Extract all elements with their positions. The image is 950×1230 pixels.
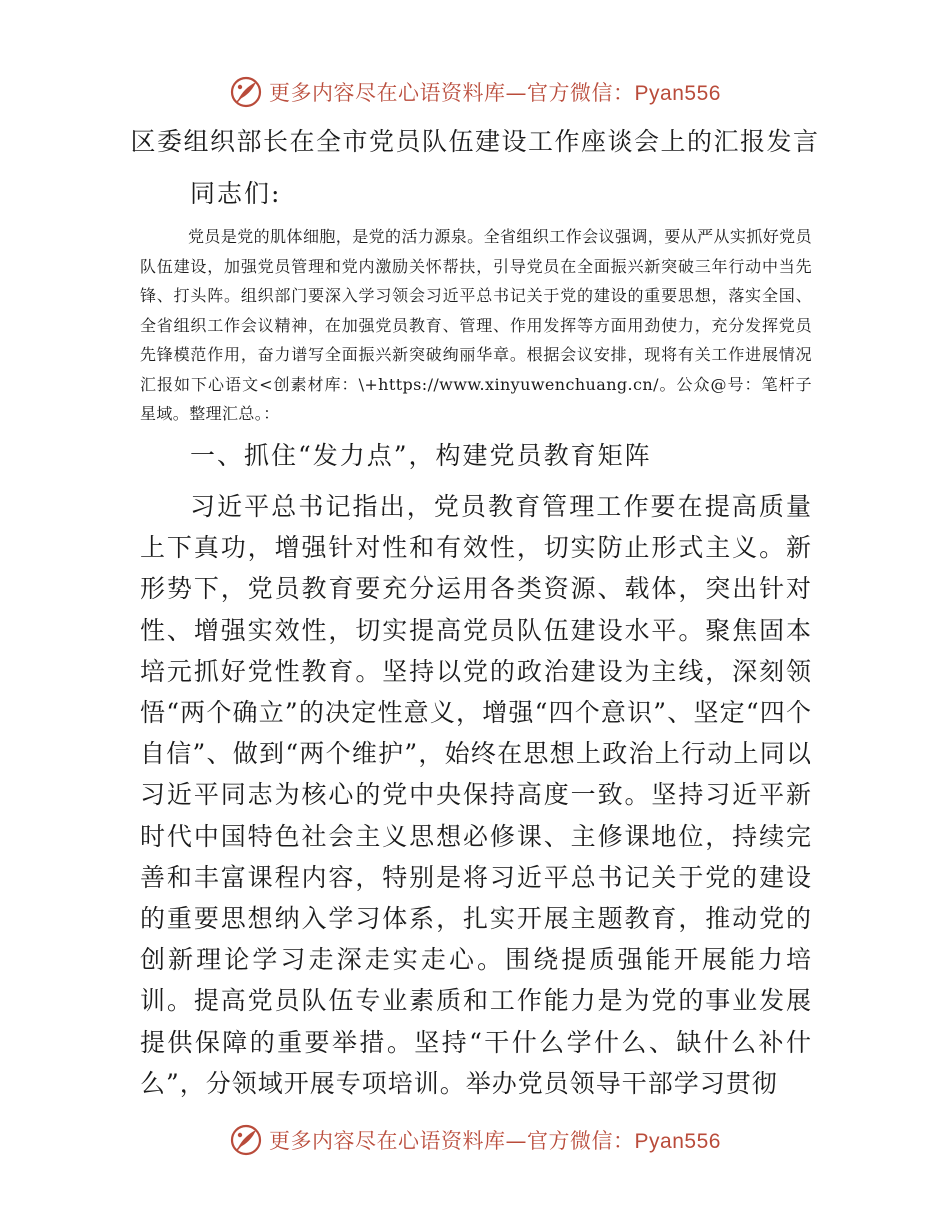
salutation: 同志们: [190, 179, 282, 208]
header-banner [0, 72, 950, 112]
body-paragraph: 习近平总书记指出，党员教育管理工作要在提高质量上下真功，增强针对性和有效性，切实防止形式主义。新形势下，党员教育要充分运用各类资源、载体，突出针对性、增强实效性，切实提高党员队伍建设水平。聚焦固本培元抓好党性教育。坚持以党的政治建设为主线，深刻领悟“两个确立”的决定性意义，增强“四个意识”、坚定“四个自信”、做到“两个维护”，始终在思想上政治上行动上同以习近平同志为核心的党中央保持高度一致。坚持习近平新时代中国特色社会主义思想必修课、主修课地位，持续完善和丰富课程内容，特别是将习近平总书记关于党的建设的重要思想纳入学习体系，扎实开展主题教育，推动党的创新理论学习走深走实走心。围绕提质强能开展能力培训。提高党员队伍专业素质和工作能力是为党的事业发展提供保障的重要举措。坚持“干什么学什么、缺什么补什么”，分领域开展专项培训。举办党员领导干部学习贯彻 [140, 492, 812, 1098]
section-heading: 一、抓住“发力点”，构建党员教育矩阵 [190, 441, 652, 470]
footer-brand-label: 更多内容尽在心语资料库—官方微信： [269, 1129, 635, 1153]
header-wechat-id: Pyan556 [634, 82, 721, 105]
footer-banner [0, 1120, 950, 1160]
footer-brand-text [269, 1125, 721, 1155]
header-brand-text [269, 77, 721, 107]
feather-pen-logo-icon [229, 1123, 263, 1157]
footer-wechat-id: Pyan556 [634, 1130, 721, 1153]
header-brand-label: 更多内容尽在心语资料库—官方微信： [269, 81, 635, 105]
document-title: 区委组织部长在全市党员队伍建设工作座谈会上的汇报发言 [130, 127, 820, 156]
feather-pen-logo-icon [229, 75, 263, 109]
intro-paragraph: 党员是党的肌体细胞，是党的活力源泉。全省组织工作会议强调，要从严从实抓好党员队伍建设，加强党员管理和党内激励关怀帮扶，引导党员在全面振兴新突破三年行动中当先锋、打头阵。组织部门要深入学习领会习近平总书记关于党的建设的重要思想，落实全国、全省组织工作会议精神，在加强党员教育、管理、作用发挥等方面用劲使力，充分发挥党员先锋模范作用，奋力谱写全面振兴新突破绚丽华章。根据会议安排，现将有关工作进展情况汇报如下心语文<创素材库：\+https://www.xinyuwenchuang.cn/。公众@号：笔杆子星域。整理汇总。： [140, 227, 812, 423]
